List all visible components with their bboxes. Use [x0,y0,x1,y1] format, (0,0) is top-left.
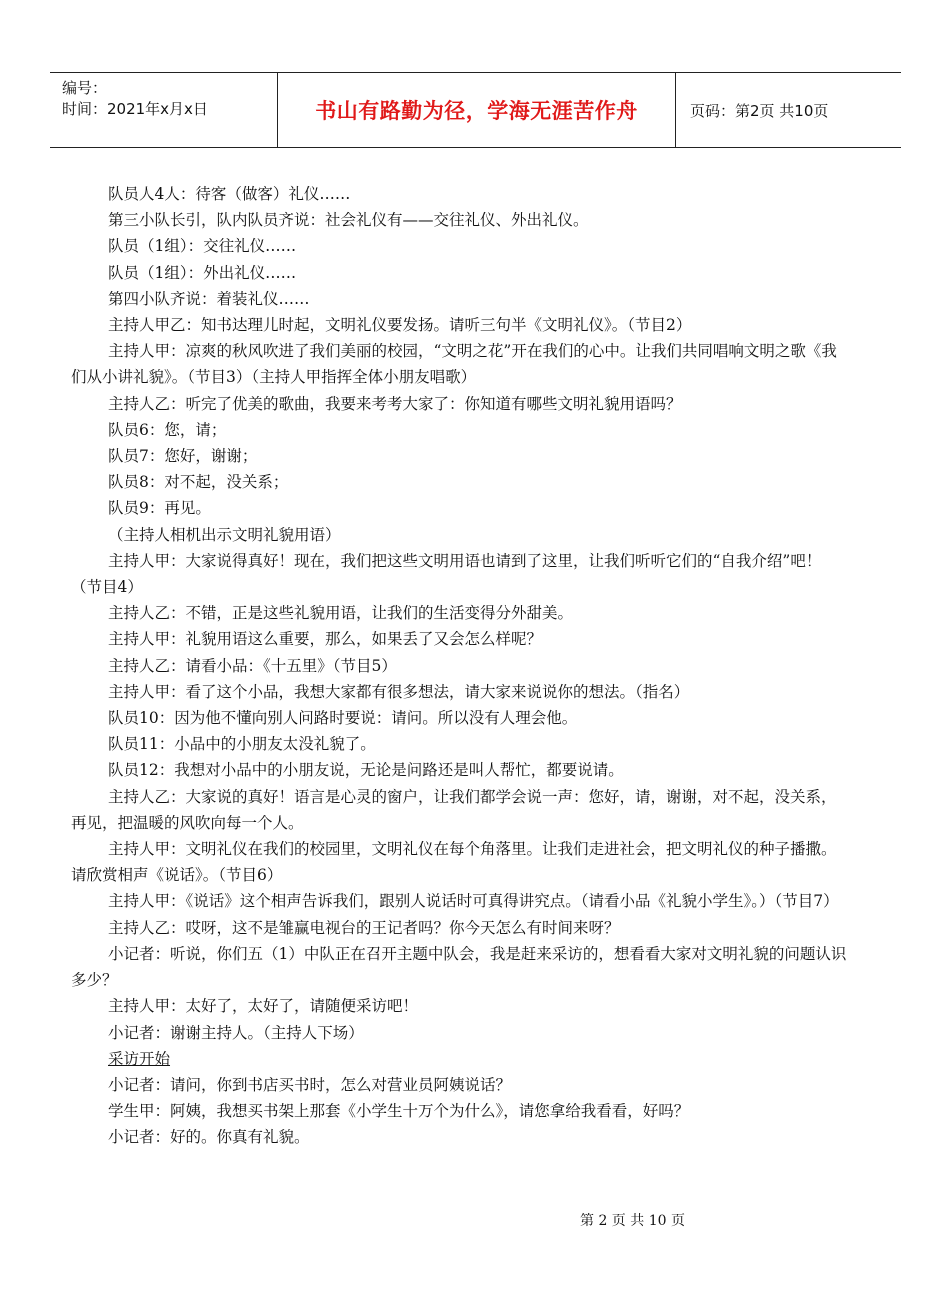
paragraph: 小记者：听说，你们五（1）中队正在召开主题中队会，我是赶来采访的，想看看大家对文明礼貌的问题认识多少？ [71,944,847,990]
paragraph: 队员12：我想对小品中的小朋友说，无论是问路还是叫人帮忙，都要说请。 [108,761,624,780]
paragraph: 队员人4人：待客（做客）礼仪…… [108,185,351,203]
paragraph: 主持人甲：大家说得真好！现在，我们把这些文明用语也请到了这里，让我们听听它们的“自我介绍”吧！（节目4） [71,551,822,597]
paragraph: 队员8：对不起，没关系； [108,473,289,492]
paragraph: 小记者：请问，你到书店买书时，怎么对营业员阿姨说话？ [108,1075,512,1094]
paragraph: 队员7：您好，谢谢； [108,447,258,466]
paragraph: 队员10：因为他不懂向别人问路时要说：请问。所以没有人理会他。 [108,709,578,728]
paragraph: 队员（1组）：外出礼仪…… [108,263,297,282]
header-left-cell [50,73,277,147]
paragraph: 队员9：再见。 [108,499,211,518]
document-body [71,181,848,1151]
paragraph: 主持人甲乙：知书达理儿时起，文明礼仪要发扬。请听三句半《文明礼仪》。（节目2） [108,316,692,335]
page-header [50,72,901,148]
paragraph: 主持人乙：哎呀，这不是雏赢电视台的王记者吗？你今天怎么有时间来呀？ [108,918,620,937]
paragraph: 小记者：谢谢主持人。（主持人下场） [108,1023,364,1042]
section-heading: 采访开始 [108,1049,171,1068]
paragraph: 第三小队长引，队内队员齐说：社会礼仪有——交往礼仪、外出礼仪。 [108,211,589,230]
footer-page-number: 第 2 页 共 10 页 [580,1213,685,1229]
paragraph: 主持人乙：大家说的真好！语言是心灵的窗户，让我们都学会说一声：您好，请，谢谢，对不起，没关系，再见，把温暖的风吹向每一个人。 [71,787,837,832]
paragraph: 主持人甲：凉爽的秋风吹进了我们美丽的校园，“文明之花”开在我们的心中。让我们共同唱响文明之歌《我们从小讲礼貌》。（节目3）（主持人甲指挥全体小朋友唱歌） [71,342,837,387]
header-page-code: 页码：第2页 共10页 [690,101,829,120]
paragraph: 主持人甲：《说话》这个相声告诉我们，跟别人说话时可真得讲究点。（请看小品《礼貌小学生》。）（节目7） [108,892,839,911]
paragraph: 第四小队齐说：着装礼仪…… [108,289,310,308]
paragraph: 队员6：您，请； [108,420,227,439]
paragraph: 小记者：好的。你真有礼貌。 [108,1128,310,1147]
paragraph: 主持人甲：礼貌用语这么重要，那么，如果丢了又会怎么样呢？ [108,630,543,649]
paragraph: 主持人乙：请看小品：《十五里》（节目5） [108,656,397,675]
paragraph: 队员11：小品中的小朋友太没礼貌了。 [108,735,376,754]
paragraph: （主持人相机出示文明礼貌用语） [108,525,341,544]
time-label: 时间：2021年x月x日 [62,100,208,118]
serial-label: 编号： [62,79,108,97]
paragraph: 队员（1组）：交往礼仪…… [108,237,297,256]
header-motto: 书山有路勤为径，学海无涯苦作舟 [277,73,676,147]
paragraph: 学生甲：阿姨，我想买书架上那套《小学生十万个为什么》，请您拿给我看看，好吗？ [108,1102,690,1121]
paragraph: 主持人甲：看了这个小品，我想大家都有很多想法，请大家来说说你的想法。（指名） [108,682,690,701]
paragraph: 主持人甲：文明礼仪在我们的校园里，文明礼仪在每个角落里。让我们走进社会，把文明礼仪的种子播撒。请欣赏相声《说话》。（节目6） [71,840,837,885]
paragraph: 主持人甲：太好了，太好了，请随便采访吧！ [108,997,419,1016]
paragraph: 主持人乙：不错，正是这些礼貌用语，让我们的生活变得分外甜美。 [108,604,574,623]
paragraph: 主持人乙：听完了优美的歌曲，我要来考考大家了：你知道有哪些文明礼貌用语吗？ [108,394,682,413]
